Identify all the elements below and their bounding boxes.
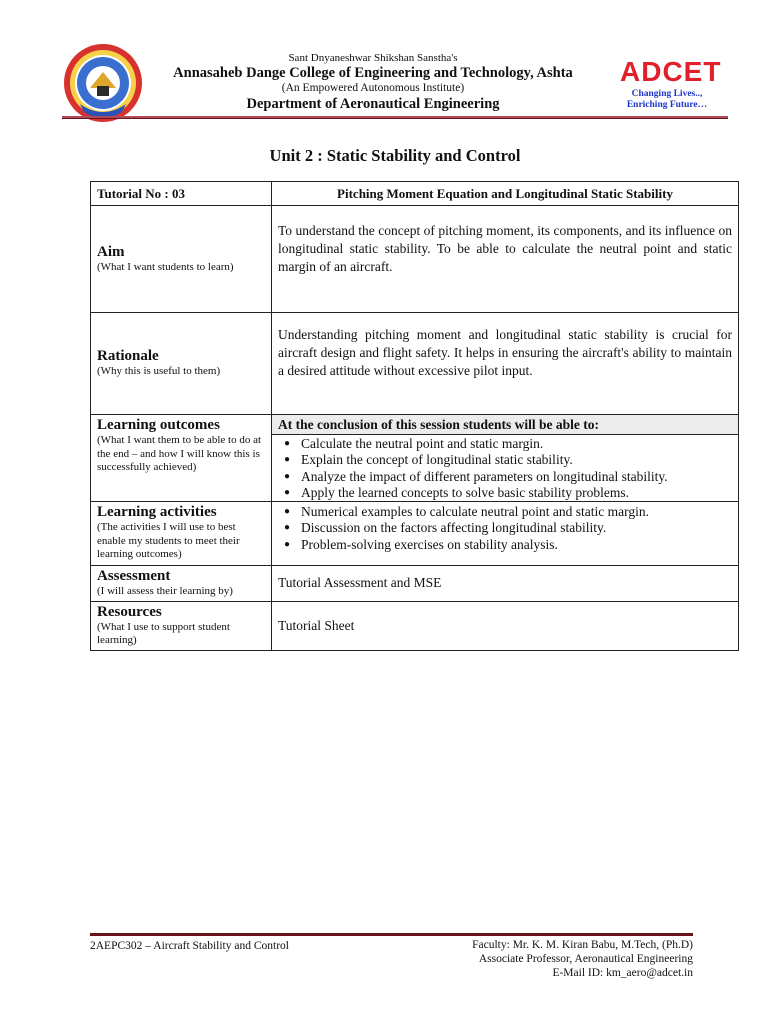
rationale-text: Understanding pitching moment and longitudinal static stability is crucial for aircraft design and flight safety. It helps in ensuring the aircraft's ability to maintain a desired attitude without excessive pilot input. xyxy=(278,327,732,378)
learning-activities-sublabel: (The activities I will use to best enable my students to meet their learning outcomes) xyxy=(97,521,240,561)
learning-activities-label: Learning activities xyxy=(97,504,217,521)
learning-outcomes-label: Learning outcomes xyxy=(97,417,220,433)
learning-activities-row xyxy=(91,502,739,566)
adcet-logo-text: ADCET xyxy=(620,56,722,87)
footer-divider xyxy=(90,933,693,936)
course-code: 2AEPC302 – Aircraft Stability and Control xyxy=(90,940,289,952)
list-item: ● Numerical examples to calculate neutral point and static margin. xyxy=(284,504,732,520)
assessment-text: Tutorial Assessment and MSE xyxy=(278,575,442,591)
list-item: ● Problem-solving exercises on stability analysis. xyxy=(284,537,732,553)
aim-label: Aim xyxy=(97,243,125,260)
learning-outcomes-row xyxy=(91,415,739,502)
trust-name: Sant Dnyaneshwar Shikshan Sanstha's xyxy=(288,52,458,64)
header-divider xyxy=(62,116,728,119)
college-emblem-logo xyxy=(62,42,144,124)
institute-status: (An Empowered Autonomous Institute) xyxy=(281,82,465,94)
list-item: ● Discussion on the factors affecting longitudinal stability. xyxy=(284,520,732,536)
list-item: ● Apply the learned concepts to solve basic stability problems. xyxy=(284,485,732,501)
table-header-row xyxy=(91,182,739,206)
tagline-line-1: Changing Lives.., xyxy=(631,89,703,99)
resources-text: Tutorial Sheet xyxy=(278,617,355,633)
list-item: ● Explain the concept of longitudinal static stability. xyxy=(284,452,732,468)
assessment-row xyxy=(91,566,739,602)
resources-sublabel: (What I use to support student learning) xyxy=(97,620,230,647)
faculty-name: Faculty: Mr. K. M. Kiran Babu, M.Tech, (Ph.D) xyxy=(472,939,693,951)
college-name: Annasaheb Dange College of Engineering and Technology, Ashta xyxy=(173,65,573,81)
learning-activities-list xyxy=(272,502,738,553)
tagline-line-2: Enriching Future… xyxy=(626,100,708,110)
list-item: ● Calculate the neutral point and static margin. xyxy=(284,436,732,452)
learning-outcomes-sublabel: (What I want them to be able to do at the end – and how I will know this is successfully achieved) xyxy=(97,434,262,473)
learning-outcomes-heading: At the conclusion of this session students will be able to: xyxy=(272,415,738,435)
tutorial-plan-table xyxy=(90,181,739,651)
list-item: ● Analyze the impact of different parameters on longitudinal stability. xyxy=(284,469,732,485)
learning-outcomes-list xyxy=(272,435,738,501)
department-name: Department of Aeronautical Engineering xyxy=(246,96,500,112)
faculty-designation: Associate Professor, Aeronautical Engineering xyxy=(478,953,693,965)
rationale-label: Rationale xyxy=(97,348,159,365)
aim-row xyxy=(91,206,739,313)
tutorial-number: Tutorial No : 03 xyxy=(91,182,272,206)
tutorial-title: Pitching Moment Equation and Longitudinal Static Stability xyxy=(272,182,739,206)
rationale-sublabel: (Why this is useful to them) xyxy=(97,365,221,378)
faculty-email: E-Mail ID: km_aero@adcet.in xyxy=(552,967,693,979)
resources-label: Resources xyxy=(97,603,162,620)
resources-row xyxy=(91,601,739,650)
adcet-logo xyxy=(618,55,722,87)
assessment-label: Assessment xyxy=(97,568,171,585)
rationale-row xyxy=(91,313,739,415)
aim-text: To understand the concept of pitching moment, its components, and its influence on longitudinal static stability. To be able to calculate the neutral point and static margin of an aircraft. xyxy=(278,223,732,274)
aim-sublabel: (What I want students to learn) xyxy=(97,260,234,273)
assessment-sublabel: (I will assess their learning by) xyxy=(97,585,233,598)
unit-title: Unit 2 : Static Stability and Control xyxy=(269,146,521,165)
